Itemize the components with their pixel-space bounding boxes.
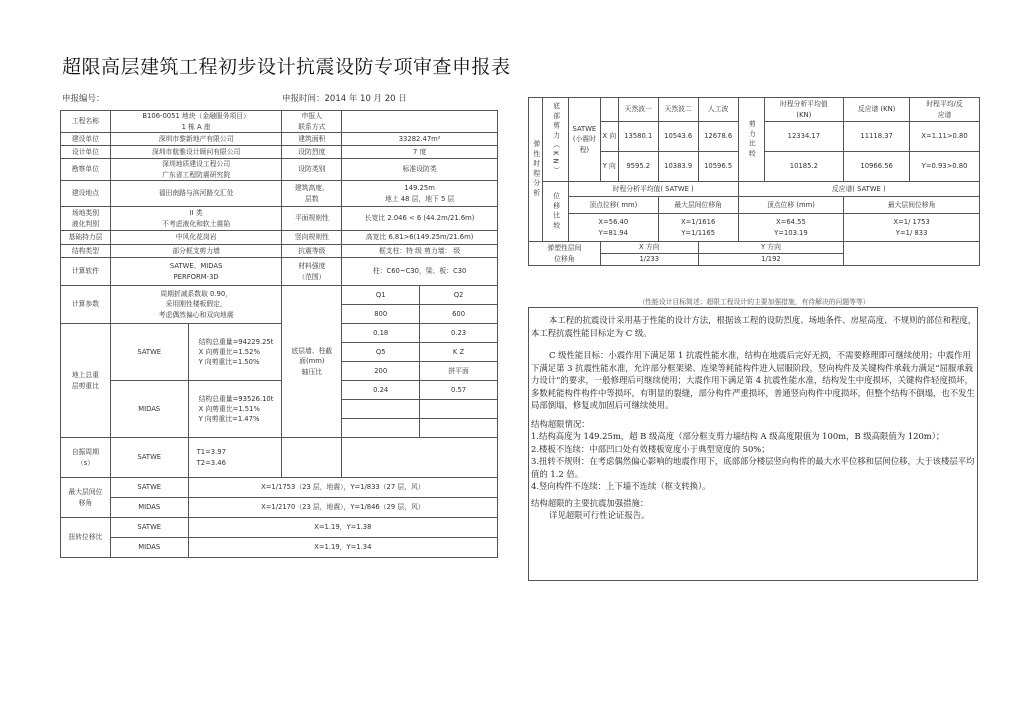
cell — [420, 419, 498, 438]
cell: X=1.19，Y=1.34 — [188, 538, 497, 558]
cell: X=1/1753（23 层，地震），Y=1/833（27 层，风） — [188, 478, 497, 498]
cell: 底层墙、柱截 面(mm) 轴压比 — [282, 286, 342, 438]
cell — [844, 242, 980, 266]
performance-description — [528, 307, 978, 581]
cell: SATWE — [110, 518, 188, 538]
cell: 13580.1 — [618, 122, 658, 152]
cell: SATWE (小震时程) — [568, 98, 600, 182]
cell: 弹性时程分析 — [529, 98, 543, 242]
cell: 标准设防类 — [342, 159, 498, 181]
cell: Q1 — [342, 286, 420, 305]
list-item: 1.结构高度为 149.25m，超 B 级高度（部分框支剪力墙结构 A 级高度限值为 100m，B 级高限值为 120m）； — [531, 431, 945, 441]
cell: 长宽比 2.046 < 6 (44.2m/21.6m) — [342, 207, 498, 231]
cell: SATWE、MIDAS PERFORM-3D — [110, 258, 282, 286]
cell: Q5 — [342, 343, 420, 362]
cell: 高宽比 6.81>6(149.25m/21.6m) — [342, 231, 498, 245]
cell: 申报人 联系方式 — [282, 111, 342, 133]
cell: 柱：C60~C30，梁、板：C30 — [342, 258, 498, 286]
cell: 反应谱 (KN) — [844, 98, 910, 122]
cell: MIDAS — [110, 498, 188, 518]
cell: 10185.2 — [764, 152, 844, 182]
cell: 弹塑性层间 位移角 — [529, 242, 601, 266]
cell — [420, 400, 498, 419]
cell: 设防类别 — [282, 159, 342, 181]
cell: SATWE — [110, 438, 188, 478]
cell: X=1.11>0.80 — [910, 122, 980, 152]
cell: 33282.47m² — [342, 133, 498, 146]
cell: 建设地点 — [61, 181, 111, 207]
cell: 基础持力层 — [61, 231, 111, 245]
cell: 时程分析平均值( SATWE ) — [568, 182, 738, 197]
cell: 平面规则性 — [282, 207, 342, 231]
application-table — [60, 110, 498, 558]
cell: 福田南路与滨河路交汇处 — [110, 181, 282, 207]
cell: 自振周期 （s） — [61, 438, 111, 478]
cell — [342, 111, 498, 133]
cell: 10543.6 — [658, 122, 698, 152]
cell: Y=0.93>0.80 — [910, 152, 980, 182]
cell: 地上总重 层剪重比 — [61, 324, 111, 438]
section-heading: 结构超限情况： — [531, 418, 590, 429]
cell: 顶点位移( mm) — [568, 197, 658, 214]
cell: SATWE — [110, 478, 188, 498]
list-item: 详见超限可行性论证报告。 — [549, 510, 650, 520]
application-date: 申报时间：2014 年 10 月 20 日 — [282, 94, 407, 104]
list-item: 3.扭转不规则：在考虑偶然偏心影响的地震作用下，底部部分楼层竖向构件的最大水平位移和层间位移，大于该楼层平均值的 1.2 倍。 — [531, 456, 975, 479]
cell: 位移比较 — [542, 182, 568, 242]
cell: 1/233 — [600, 254, 698, 266]
cell: 深圳地质建设工程公司 广东省工程防震研究院 — [110, 159, 282, 181]
cell — [342, 400, 420, 419]
cell: 顶点位移 (mm) — [738, 197, 844, 214]
cell: 9595.2 — [618, 152, 658, 182]
cell: 11118.37 — [844, 122, 910, 152]
list-item: 4.竖向构件不连续：上下墙不连续（框支转换）。 — [531, 481, 711, 491]
cell: II 类 不考虑液化和软土震陷 — [110, 207, 282, 231]
cell — [342, 438, 498, 478]
cell: Y 向 — [600, 152, 618, 182]
list-item: 2.楼板不连续：中部凹口处有效楼板宽度小于典型宽度的 50%； — [531, 443, 770, 454]
cell: 0.23 — [420, 324, 498, 343]
cell: 结构类型 — [61, 245, 111, 258]
cell: 计算参数 — [61, 286, 111, 324]
cell: 建筑面积 — [282, 133, 342, 146]
cell: 7 度 — [342, 146, 498, 159]
page-title: 超限高层建筑工程初步设计抗震设防专项审查申报表 — [62, 56, 511, 78]
cell: 工程名称 — [61, 111, 111, 133]
cell: B106-0051 地块（金融服务项目） 1 栋 A 座 — [110, 111, 282, 133]
cell: 10383.9 — [658, 152, 698, 182]
cell: X 向 — [600, 122, 618, 152]
cell: 天然波一 — [618, 98, 658, 122]
cell: SATWE — [110, 324, 188, 381]
cell: 最大层间位移角 — [844, 197, 980, 214]
cell: 149.25m 地上 48 层，地下 5 层 — [342, 181, 498, 207]
cell: 建设单位 — [61, 133, 111, 146]
cell: 场地类别 液化判别 — [61, 207, 111, 231]
cell: 时程平均/反 应谱 — [910, 98, 980, 122]
cell: 框支柱：特 级 剪力墙： 级 — [342, 245, 498, 258]
cell: K Z — [420, 343, 498, 362]
cell: 最大层间位 移角 — [61, 478, 111, 518]
cell: X=1/ 1753 Y=1/ 833 — [844, 214, 980, 242]
cell: 12334.17 — [764, 122, 844, 152]
cell — [600, 98, 618, 122]
cell: 材料强度 （范围） — [282, 258, 342, 286]
cell: 人工波 — [698, 98, 738, 122]
cell: 勘察单位 — [61, 159, 111, 181]
cell: 600 — [420, 305, 498, 324]
paragraph: C 级性能目标：小震作用下满足第 1 抗震性能水准，结构在地震后完好无损，不需要修理即可继续使用；中震作用下满足第 3 抗震性能水准，允许部分框架梁、连梁等耗能构件进入屈服阶段，竖向构件及关键构件承载力满足“屈服承载力设计”的要求，一般修理后可继续使用；大震作用下满足第 4 抗震性能水准，结构发生中度损坏，关键构件轻度损坏，多数耗能构件构件中等损坏，有明显的裂缝，部分构件严重损坏，普通竖向构件中度损坏，但整个结构不倒塌，也不发生局部倒塌，修复或加固后可继续使用。 — [531, 350, 975, 410]
paragraph: 本工程的抗震设计采用基于性能的设计方法，根据该工程的设防烈度、场地条件、房屋高度、不规则的部位和程度，本工程抗震性能目标定为 C 级。 — [531, 315, 977, 338]
cell: 底部剪力（KN） — [542, 98, 568, 182]
cell: 中风化花岗岩 — [110, 231, 282, 245]
cell: 结构总重量=94229.25t X 向剪重比=1.52% Y 向剪重比=1.50% — [188, 324, 282, 381]
cell: X 方向 — [600, 242, 698, 254]
cell: 0.57 — [420, 381, 498, 400]
cell — [282, 438, 342, 478]
table-note: （性能设计目标简述；超限工程设计的主要加强措施，有待解决的问题等等） — [638, 298, 870, 306]
cell: 最大层间位移角 — [658, 197, 738, 214]
cell: X=1/1616 Y=1/1165 — [658, 214, 738, 242]
cell: MIDAS — [110, 538, 188, 558]
cell: 时程分析平均值 (KN) — [764, 98, 844, 122]
cell: 设计单位 — [61, 146, 111, 159]
cell: 10966.56 — [844, 152, 910, 182]
section-heading: 结构超限的主要抗震加强措施： — [531, 497, 649, 508]
cell: T1=3.97 T2=3.46 — [188, 438, 282, 478]
cell: 结构总重量=93526.10t X 向剪重比=1.51% Y 向剪重比=1.47% — [188, 381, 282, 438]
cell: Q2 — [420, 286, 498, 305]
cell: 扭转位移比 — [61, 518, 111, 558]
cell: 拼平面 — [420, 362, 498, 381]
cell: 0.18 — [342, 324, 420, 343]
cell: 800 — [342, 305, 420, 324]
cell: 计算软件 — [61, 258, 111, 286]
cell: MIDAS — [110, 381, 188, 438]
cell: 200 — [342, 362, 420, 381]
cell: X=1.19，Y=1.38 — [188, 518, 497, 538]
cell: 反应谱( SATWE ) — [738, 182, 979, 197]
cell: 设防烈度 — [282, 146, 342, 159]
cell: X=1/2170（23 层，地震），Y=1/846（29 层，风） — [188, 498, 497, 518]
application-number-label: 申报编号： — [62, 94, 105, 104]
cell: 建筑高度、 层数 — [282, 181, 342, 207]
cell: 抗震等级 — [282, 245, 342, 258]
cell: X=56.40 Y=81.94 — [568, 214, 658, 242]
cell: 12678.6 — [698, 122, 738, 152]
cell: 10596.5 — [698, 152, 738, 182]
analysis-table — [528, 97, 980, 266]
cell — [342, 419, 420, 438]
cell: 部分框支剪力墙 — [110, 245, 282, 258]
cell: 剪力比较 — [738, 98, 764, 182]
cell: 竖向规则性 — [282, 231, 342, 245]
cell: X=64.55 Y=103.19 — [738, 214, 844, 242]
cell: Y 方向 — [698, 242, 844, 254]
cell: 深圳市黎新地产有限公司 — [110, 133, 282, 146]
cell: 天然波二 — [658, 98, 698, 122]
cell: 1/192 — [698, 254, 844, 266]
cell: 周期折减系数取 0.90， 采用刚性楼板假定， 考虑偶然偏心和双向地震 — [110, 286, 282, 324]
cell: 深圳市航雅设计顾问有限公司 — [110, 146, 282, 159]
cell: 0.24 — [342, 381, 420, 400]
